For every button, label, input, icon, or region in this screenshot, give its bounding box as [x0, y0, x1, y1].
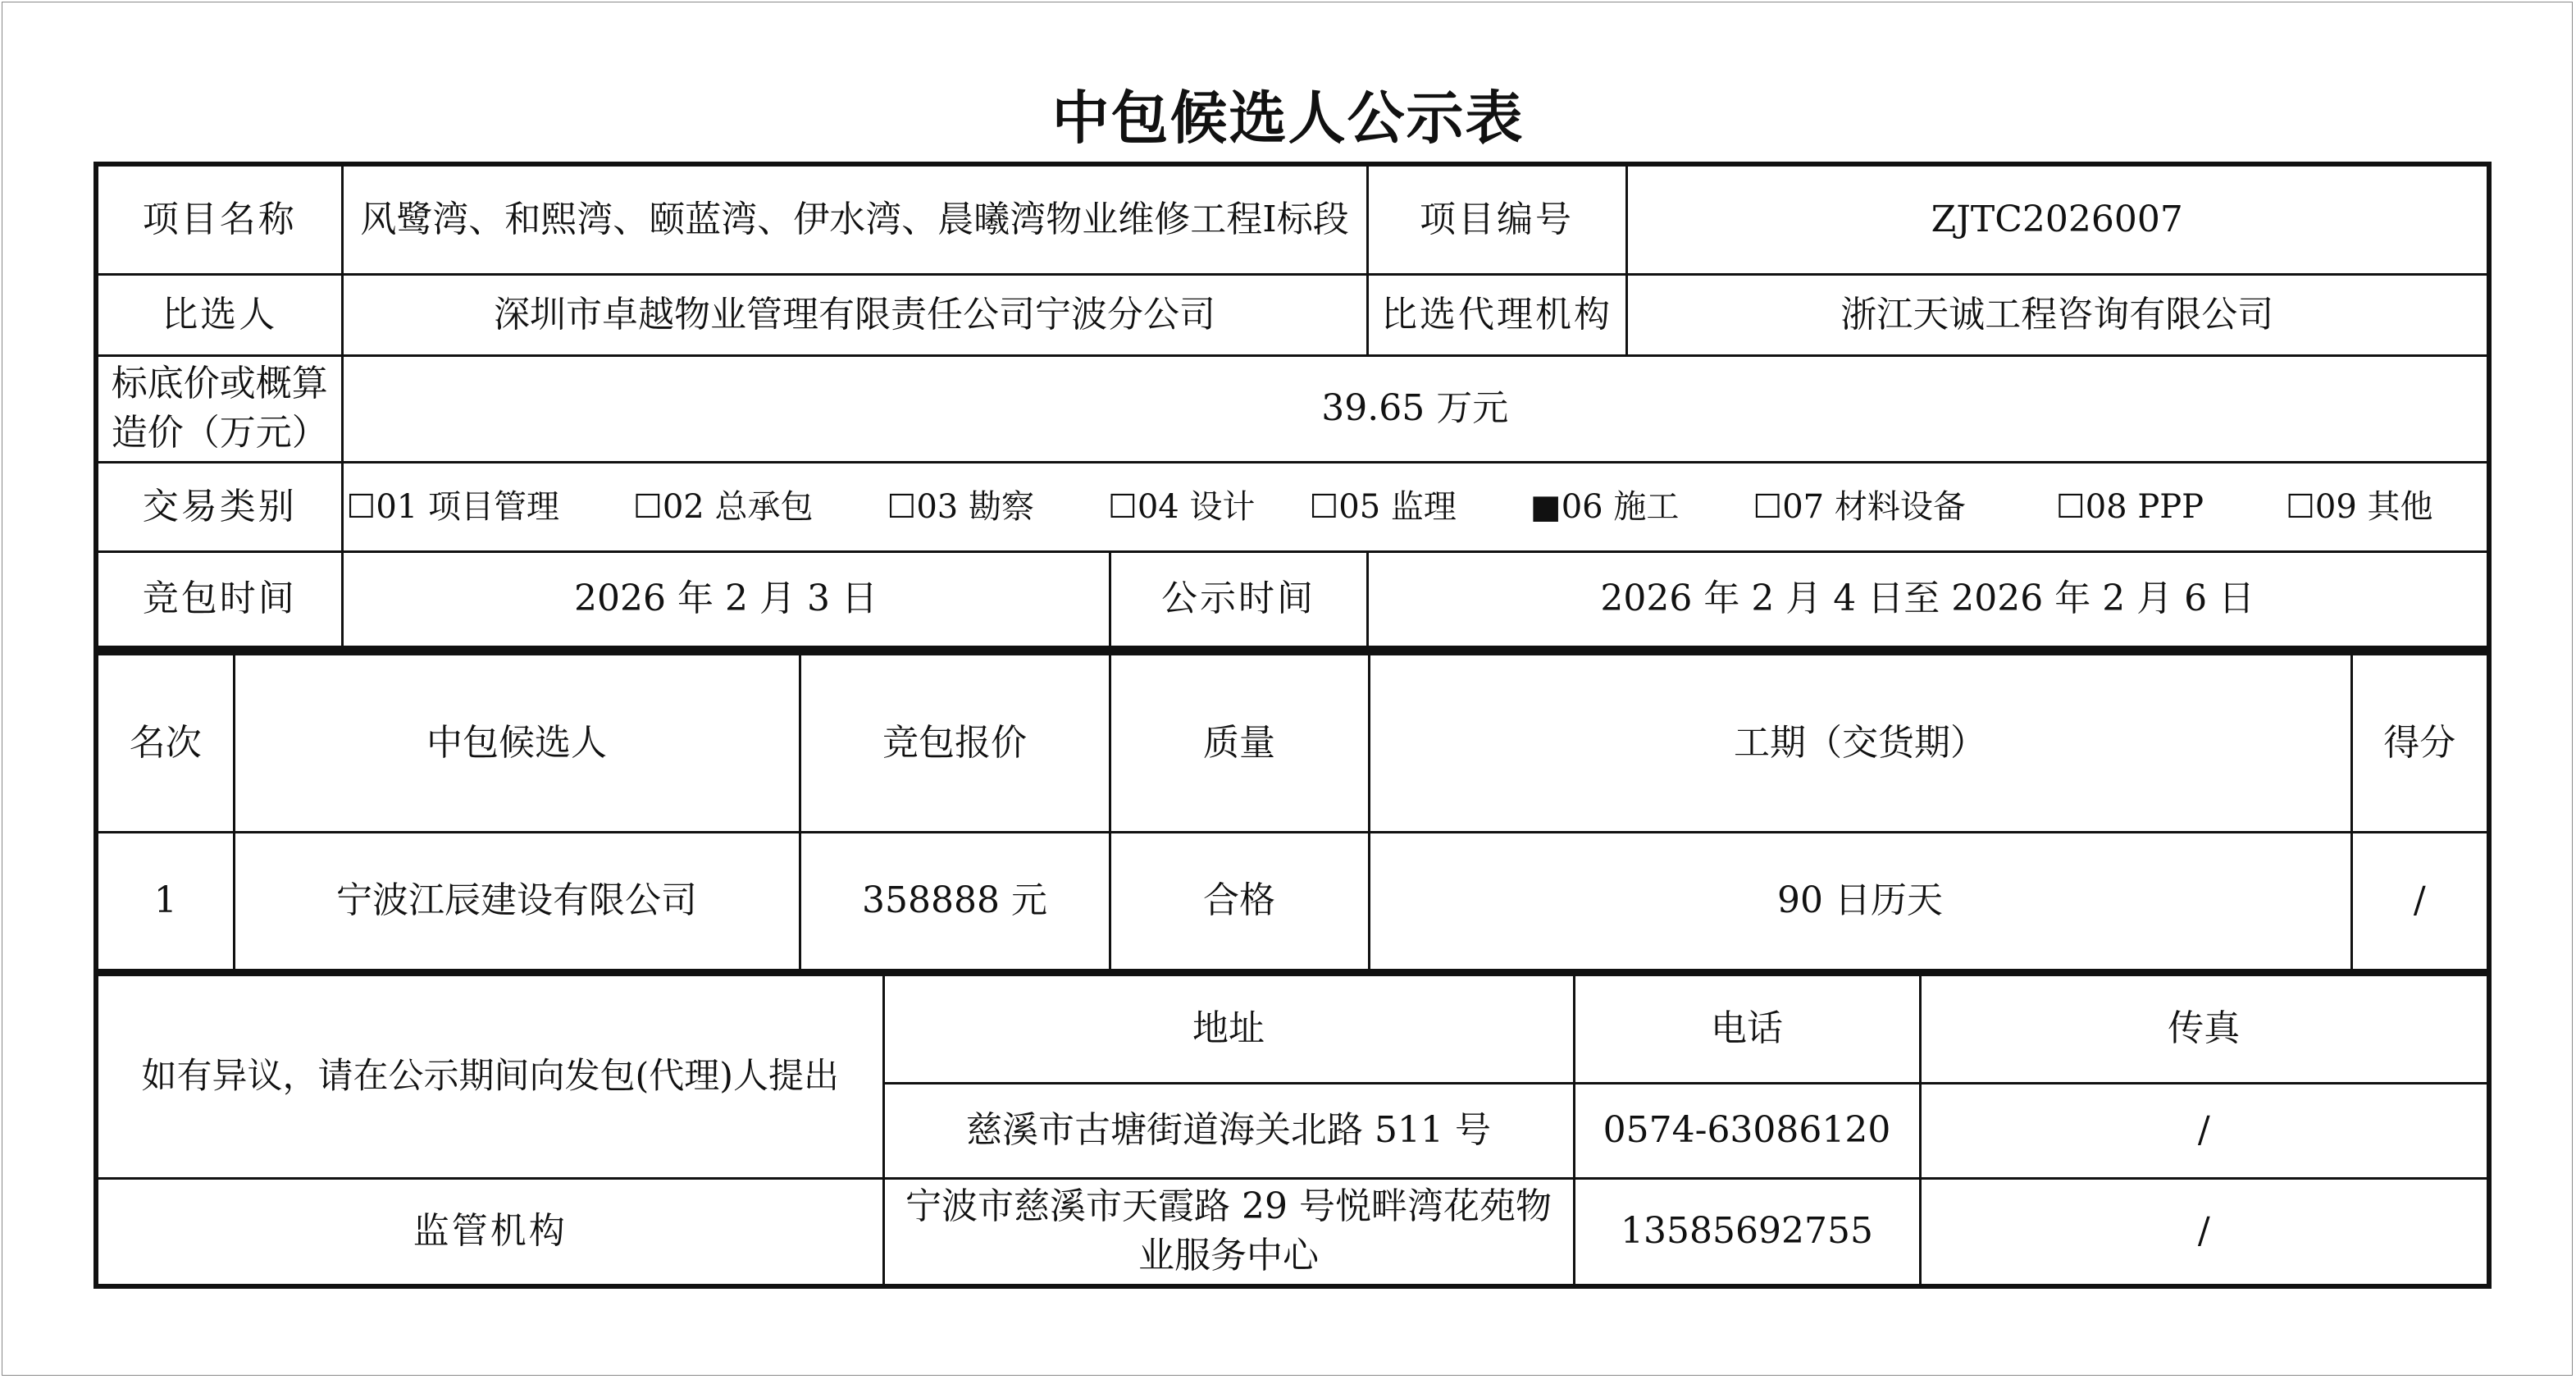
- supervisor-label: 监管机构: [96, 1178, 883, 1286]
- candidate-period: 90 日历天: [1369, 832, 2351, 971]
- project-no-value: ZJTC2026007: [1626, 164, 2489, 274]
- project-name-value: 风鹭湾、和熙湾、颐蓝湾、伊水湾、晨曦湾物业维修工程Ⅰ标段: [342, 164, 1367, 274]
- document-title: 中包候选人公示表: [1051, 84, 1525, 152]
- trade-type-code: 07: [1782, 487, 1825, 526]
- trade-type-option-01: [347, 482, 559, 532]
- unchecked-box-icon: ☐: [2055, 487, 2086, 526]
- trade-type-name: 设计: [1189, 487, 1256, 526]
- selector-label: 比选人: [96, 274, 342, 355]
- header-quality: 质量: [1110, 653, 1369, 832]
- trade-type-name: 项目管理: [427, 487, 559, 526]
- trade-type-code: 03: [916, 487, 959, 526]
- header-candidate: 中包候选人: [234, 653, 800, 832]
- trade-type-option-06: [1530, 482, 1679, 532]
- fax-header: 传真: [1920, 974, 2489, 1083]
- trade-type-code: 02: [662, 487, 704, 526]
- contact-table: [93, 971, 2492, 1289]
- unchecked-box-icon: ☐: [1309, 487, 1339, 526]
- unchecked-box-icon: ☐: [2286, 487, 2315, 526]
- header-bid-price: 竞包报价: [800, 653, 1110, 832]
- trade-type-code: 05: [1338, 487, 1381, 526]
- unchecked-box-icon: ☐: [1753, 487, 1783, 526]
- unchecked-box-icon: ☐: [887, 487, 917, 526]
- trade-type-name: 总承包: [714, 487, 814, 526]
- trade-type-options: [342, 462, 2489, 551]
- supervisor-fax: /: [1920, 1178, 2489, 1286]
- trade-type-label: 交易类别: [96, 462, 342, 551]
- bid-time-label: 竞包时间: [96, 551, 342, 648]
- trade-type-name: 材料设备: [1834, 487, 1966, 526]
- fax-value: /: [1920, 1083, 2489, 1178]
- unchecked-box-icon: ☐: [1107, 487, 1138, 526]
- trade-type-option-04: [1108, 482, 1255, 532]
- trade-type-name: 勘察: [968, 487, 1034, 526]
- trade-type-option-05: [1309, 482, 1456, 532]
- table-row: [96, 832, 2489, 971]
- trade-type-option-09: [2286, 482, 2432, 532]
- header-period: 工期（交货期）: [1369, 653, 2351, 832]
- supervisor-address: 宁波市慈溪市天霞路 29 号悦畔湾花苑物业服务中心: [883, 1178, 1574, 1286]
- trade-type-option-02: [633, 482, 813, 532]
- trade-type-code: 06: [1561, 487, 1603, 526]
- header-score: 得分: [2351, 653, 2489, 832]
- project-no-label: 项目编号: [1367, 164, 1626, 274]
- supervisor-phone: 13585692755: [1574, 1178, 1920, 1286]
- candidate-price: 358888 元: [800, 832, 1110, 971]
- trade-type-name: 施工: [1613, 487, 1680, 526]
- phone-value: 0574-63086120: [1574, 1083, 1920, 1178]
- trade-type-name: 监理: [1390, 487, 1457, 526]
- price-label: 标底价或概算造价（万元）: [96, 355, 342, 462]
- agency-value: 浙江天诚工程咨询有限公司: [1626, 274, 2489, 355]
- phone-header: 电话: [1574, 974, 1920, 1083]
- header-rank: 名次: [96, 653, 234, 832]
- unchecked-box-icon: ☐: [632, 487, 663, 526]
- unchecked-box-icon: ☐: [346, 487, 376, 526]
- trade-type-code: 09: [2314, 487, 2357, 526]
- bid-time-value: 2026 年 2 月 3 日: [342, 551, 1110, 648]
- trade-type-option-08: [2056, 482, 2204, 532]
- publicity-time-label: 公示时间: [1110, 551, 1367, 648]
- trade-type-code: 01: [376, 487, 418, 526]
- project-name-label: 项目名称: [96, 164, 342, 274]
- candidate-quality: 合格: [1110, 832, 1369, 971]
- candidate-rank: 1: [96, 832, 234, 971]
- trade-type-option-03: [887, 482, 1033, 532]
- address-header: 地址: [883, 974, 1574, 1083]
- trade-type-option-07: [1753, 482, 1965, 532]
- candidate-name: 宁波江辰建设有限公司: [234, 832, 800, 971]
- publicity-time-value: 2026 年 2 月 4 日至 2026 年 2 月 6 日: [1367, 551, 2489, 648]
- price-value: 39.65 万元: [342, 355, 2489, 462]
- trade-type-name: PPP: [2137, 487, 2204, 526]
- candidate-table: [93, 651, 2492, 974]
- agency-label: 比选代理机构: [1367, 274, 1626, 355]
- trade-type-option-list: [347, 482, 2484, 532]
- address-value: 慈溪市古塘街道海关北路 511 号: [883, 1083, 1574, 1178]
- checked-box-icon: ■: [1530, 487, 1562, 526]
- candidate-score: /: [2351, 832, 2489, 971]
- objection-label: 如有异议，请在公示期间向发包(代理)人提出: [96, 974, 883, 1178]
- selector-value: 深圳市卓越物业管理有限责任公司宁波分公司: [342, 274, 1367, 355]
- project-info-table: [93, 162, 2492, 651]
- trade-type-code: 08: [2085, 487, 2127, 526]
- trade-type-code: 04: [1137, 487, 1179, 526]
- trade-type-name: 其他: [2367, 487, 2433, 526]
